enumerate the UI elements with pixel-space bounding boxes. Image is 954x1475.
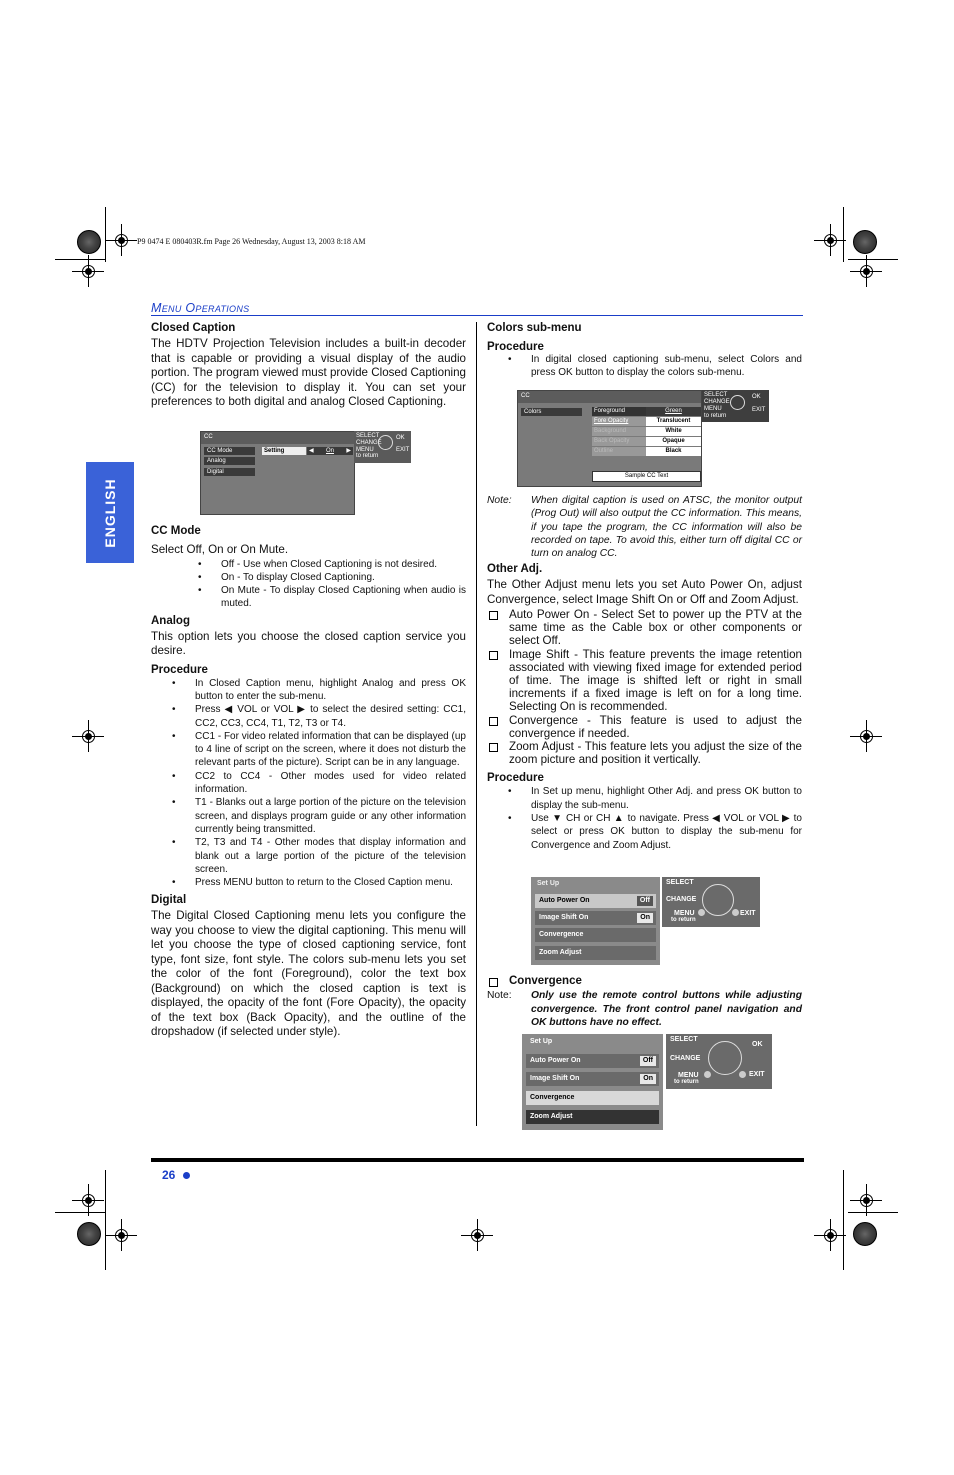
setup-row-label: Zoom Adjust: [539, 949, 582, 956]
setup-row: [526, 1072, 659, 1086]
remote-exit-label: EXIT: [740, 910, 756, 917]
cc-menu-title: CC: [204, 434, 213, 440]
other-adj-list: [487, 608, 802, 766]
remote-dpad-icon: [730, 395, 745, 410]
section-title: [151, 300, 249, 315]
left-column: [151, 322, 466, 410]
setup-row-value: Off: [640, 1056, 656, 1066]
list-item: • On - To display Closed Captioning.: [198, 571, 466, 584]
setup-row-label: Convergence: [539, 931, 584, 938]
colors-row-value-text: Green: [665, 408, 682, 414]
colors-row-label: Foreground: [592, 407, 646, 416]
colors-menu-header: [518, 391, 701, 403]
remote-menu-button-icon: [698, 909, 705, 916]
setup-row: [535, 894, 656, 908]
setup-row: [535, 946, 656, 960]
list-item: • CC2 to CC4 - Other modes used for video related information.: [172, 770, 466, 797]
note-atsc: [487, 494, 802, 560]
remote-select-label: SELECT: [704, 392, 728, 398]
closed-caption-body: The HDTV Projection Television includes a built-in decoder that is capable or providing a visual display of the audio portion. The program viewed must provide Closed Captioning (CC) for the television to display it. You can set your preferences to both digital and analog Closed Captioning.: [151, 337, 466, 408]
other-adj-heading: Other Adj.: [487, 563, 543, 575]
colors-row-value: Black: [646, 447, 701, 456]
remote-change-label: CHANGE: [356, 440, 382, 446]
setup-row: [526, 1091, 659, 1105]
registration-disc-icon: [853, 230, 877, 254]
remote-change-label: CHANGE: [670, 1055, 701, 1062]
colors-procedure-list: [508, 353, 802, 380]
analog-heading: Analog: [151, 614, 190, 627]
colors-row: [592, 407, 701, 416]
list-item: • Press ◀ VOL or VOL ▶ to select the desired setting: CC1, CC2, CC3, CC4, T1, T2, T3 or T4.: [172, 703, 466, 730]
list-item: Convergence - This feature is used to adjust the convergence if needed.: [487, 714, 802, 740]
colors-row: [592, 447, 701, 456]
colors-row-label: Outline: [592, 447, 646, 456]
page-number-text: 26: [162, 1168, 176, 1182]
colors-row-value: Translucent: [646, 417, 701, 426]
cc-mode-body: Select Off, On or On Mute.: [151, 543, 289, 556]
procedure2-heading: Procedure: [487, 772, 544, 785]
setup-row-value: Off: [637, 896, 653, 906]
crop-line: [843, 207, 844, 262]
colors-row-label: Background: [592, 427, 646, 436]
analog-body: This option lets you choose the closed caption service you desire.: [151, 629, 466, 658]
convergence-section: [487, 975, 802, 1029]
setup-menu-title: Set Up: [537, 880, 560, 887]
cc-menu-item: Digital: [204, 468, 255, 476]
other-adj-body: The Other Adjust menu lets you set Auto Power On, adjust Convergence, select Image Shift On or Off and Zoom Adjust.: [487, 578, 802, 606]
setup-row-label: Auto Power On: [539, 897, 590, 904]
cc-setting-label: Setting: [262, 447, 306, 455]
crop-line: [55, 259, 105, 260]
remote-menu-button-icon: [704, 1071, 711, 1078]
list-item: • In digital closed captioning sub-menu, select Colors and press OK button to display the colors sub-menu.: [508, 353, 802, 380]
remote-dpad-icon: [702, 884, 734, 916]
colors-remote-panel: [702, 390, 769, 422]
setup-menu-title: Set Up: [530, 1038, 553, 1045]
crop-line: [55, 1212, 105, 1213]
procedure-list: [172, 677, 466, 890]
list-item: • T2, T3 and T4 - Other modes that display information and blank out a large portion of the picture of the television screen.: [172, 836, 466, 876]
setup-row-label: Image Shift On: [539, 914, 589, 921]
remote-ok-label: OK: [396, 435, 405, 441]
setup-row-value: On: [640, 1074, 656, 1084]
remote-to-return-label: to return: [674, 1079, 699, 1085]
remote-menu-label: MENU: [704, 406, 722, 412]
crop-line: [105, 1170, 106, 1270]
language-tab: [86, 462, 134, 563]
remote-ok-label: OK: [752, 1041, 763, 1048]
setup-row-label: Zoom Adjust: [530, 1113, 573, 1120]
colors-row-label: Back Opacity: [592, 437, 646, 446]
remote-change-label: CHANGE: [704, 399, 730, 405]
setup-remote-panel: [662, 877, 760, 927]
cc-mode-list: [198, 558, 466, 611]
sample-cc-text: Sample CC Text: [592, 471, 701, 482]
list-item: • Off - Use when Closed Captioning is not desired.: [198, 558, 466, 571]
closed-caption-heading: Closed Caption: [151, 322, 236, 334]
setup-row: [526, 1054, 659, 1068]
remote-to-return-label: to return: [704, 413, 727, 419]
note-label: Note:: [487, 495, 512, 506]
cc-menu-item: Analog: [204, 457, 255, 465]
remote-select-label: SELECT: [670, 1036, 698, 1043]
note-label: Note:: [487, 990, 512, 1002]
setup-row-value: On: [637, 913, 653, 923]
registration-disc-icon: [77, 1222, 101, 1246]
convergence-heading-list: [487, 975, 802, 988]
footer-rule: [151, 1158, 804, 1162]
remote-menu-label: MENU: [356, 447, 374, 453]
remote-exit-button-icon: [739, 1071, 746, 1078]
colors-procedure-heading: Procedure: [487, 341, 544, 353]
colors-row-value: White: [646, 427, 701, 436]
cc-mode-heading: CC Mode: [151, 525, 201, 537]
list-item: • On Mute - To display Closed Captioning when audio is muted.: [198, 584, 466, 611]
setup-remote-panel-2: [666, 1034, 772, 1089]
setup-row-label: Auto Power On: [530, 1057, 581, 1064]
remote-select-label: SELECT: [356, 433, 380, 439]
section-rule: [151, 315, 803, 316]
remote-menu-label: MENU: [678, 1072, 699, 1079]
colors-heading: Colors sub-menu: [487, 322, 582, 334]
left-column-2: [151, 525, 466, 1040]
digital-heading: Digital: [151, 894, 187, 907]
procedure-heading: Procedure: [151, 663, 208, 676]
remote-ok-label: OK: [752, 394, 761, 400]
setup-row: [526, 1110, 659, 1124]
list-item: • Press MENU button to return to the Closed Caption menu.: [172, 876, 466, 889]
note-text: When digital caption is used on ATSC, the monitor output (Prog Out) will also output the CC information. This means, if you tape the program, the CC information will also be recorded on tape. To avoid this, either turn off digital CC or turn on analog CC.: [531, 495, 802, 560]
cc-setting-value-text: On: [325, 448, 334, 454]
cc-menu-screen: [200, 431, 355, 515]
colors-row-value: [646, 407, 701, 416]
convergence-heading: Convergence: [487, 975, 802, 988]
colors-menu-title: CC: [521, 393, 530, 399]
crop-line: [848, 259, 898, 260]
setup-row-label: Image Shift On: [530, 1075, 580, 1082]
page-number: [162, 1168, 190, 1182]
colors-row: [592, 427, 701, 436]
right-column: [487, 322, 802, 380]
remote-exit-label: EXIT: [752, 407, 766, 413]
list-item: • T1 - Blanks out a large portion of the picture on the television screen, and displays program guide or any other information currently being transmitted.: [172, 796, 466, 836]
colors-row-label: Fore Opacity: [592, 417, 646, 426]
column-divider: [476, 322, 477, 1126]
remote-exit-label: EXIT: [749, 1071, 765, 1078]
setup-menu-screen: [531, 877, 660, 965]
colors-row: [592, 437, 701, 446]
setup-row: [535, 911, 656, 925]
note-text: Only use the remote control buttons while adjusting convergence. The front control panel navigation and OK buttons have no effect.: [531, 990, 802, 1028]
list-item: • CC1 - For video related information that can be displayed (up to 4 line of script on the screen, where it does not disturb the relevant parts of the picture). Script can be in any language.: [172, 730, 466, 770]
section-title-text: Menu Operations: [151, 301, 250, 315]
list-item: Zoom Adjust - This feature lets you adjust the size of the zoom picture and position it vertically.: [487, 740, 802, 766]
remote-exit-label: EXIT: [396, 447, 410, 453]
right-column-2: [487, 563, 802, 852]
colors-menu-screen: [517, 390, 702, 487]
remote-menu-label: MENU: [674, 910, 695, 917]
crop-line: [843, 1170, 844, 1270]
list-item: • In Set up menu, highlight Other Adj. and press OK button to display the sub-menu.: [508, 785, 802, 812]
registration-disc-icon: [853, 1222, 877, 1246]
language-tab-label: ENGLISH: [102, 477, 118, 548]
crop-line: [105, 207, 106, 262]
bullet-icon: [183, 1172, 190, 1179]
list-item: Auto Power On - Select Set to power up the PTV at the same time as the Cable box or other components or select Off.: [487, 608, 802, 648]
procedure2-list: [508, 785, 802, 851]
cc-remote-panel: [354, 431, 411, 463]
convergence-note: [487, 989, 802, 1029]
list-item: • Use ▼ CH or CH ▲ to navigate. Press ◀ VOL or VOL ▶ to select or press OK button to display the sub-menu for Convergence and Zoom Adjust.: [508, 812, 802, 852]
cc-setting-value: ◀ On ▶: [309, 448, 351, 454]
remote-to-return-label: to return: [356, 453, 379, 459]
remote-change-label: CHANGE: [666, 896, 697, 903]
list-item: Image Shift - This feature prevents the image retention associated with viewing fixed image for extended period of time. The image is shifted left or right in small increments if a fixed image is left on for a long time. Selecting On is recommended.: [487, 648, 802, 714]
remote-select-label: SELECT: [666, 879, 694, 886]
colors-row: [592, 417, 701, 426]
remote-to-return-label: to return: [671, 917, 696, 923]
remote-dpad-icon: [708, 1041, 742, 1075]
file-info: P9 0474 E 080403R.fm Page 26 Wednesday, August 13, 2003 8:18 AM: [137, 237, 366, 246]
crop-line: [848, 1212, 898, 1213]
registration-disc-icon: [77, 230, 101, 254]
digital-body: The Digital Closed Captioning menu lets you configure the way you choose to view the digital captioning. This menu will let you choose the type of closed captioning service, font type, font size, font style. The colors sub-menu lets you set the color of the font (Foreground), color the text box (Background) on which the closed caption is text is displayed, the opacity of the font (Fore Opacity), the opacity of the text box (Back Opacity), and the outline of the dropshadow (if selected under style).: [151, 909, 466, 1039]
list-item: • In Closed Caption menu, highlight Analog and press OK button to enter the sub-menu.: [172, 677, 466, 704]
remote-exit-button-icon: [732, 909, 739, 916]
setup-row-label: Convergence: [530, 1094, 575, 1101]
colors-row-value: Opaque: [646, 437, 701, 446]
setup-row: [535, 928, 656, 942]
colors-menu-item: Colors: [521, 408, 582, 416]
remote-dpad-icon: [378, 435, 393, 450]
cc-menu-header: [201, 432, 354, 444]
cc-menu-item: CC Mode: [204, 447, 255, 455]
setup-menu-screen-2: [522, 1034, 663, 1130]
